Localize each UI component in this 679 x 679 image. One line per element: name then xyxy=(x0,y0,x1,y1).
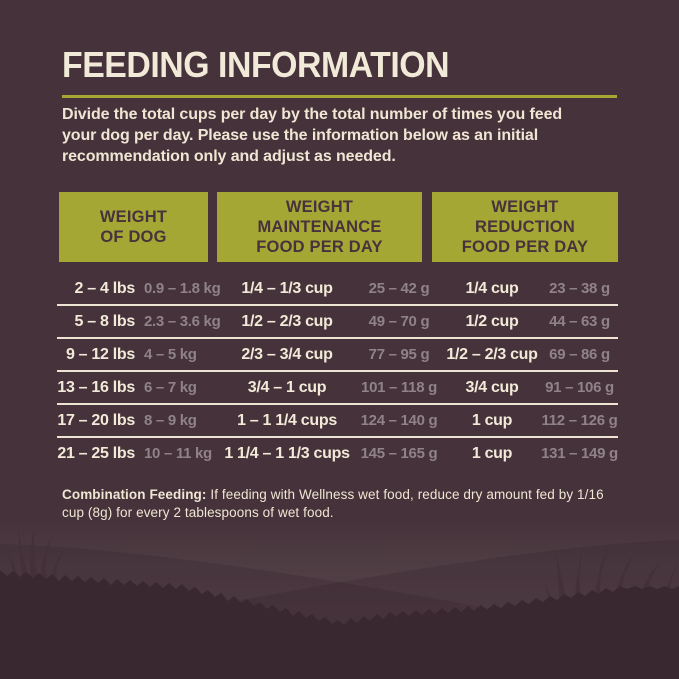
cell-weight-kg: 10 – 11 kg xyxy=(144,445,212,462)
cell-reduction-grams: 69 – 86 g xyxy=(549,346,610,363)
header-weight-maintenance xyxy=(217,192,422,262)
cell-reduction-grams: 23 – 38 g xyxy=(549,280,610,297)
cell-reduction-cups: 1 cup xyxy=(471,411,513,429)
intro-text xyxy=(62,104,562,167)
note-text: If feeding with Wellness wet food, reduce dry amount fed by 1/16 cup (8g) for every 2 tablespoons of wet food. xyxy=(62,487,604,520)
header-line: MAINTENANCE xyxy=(257,218,382,236)
cell-maintenance-cups: 1/4 – 1/3 cup xyxy=(241,279,333,297)
header-line: REDUCTION xyxy=(475,218,575,236)
cell-reduction-grams: 44 – 63 g xyxy=(549,313,610,330)
note-label: Combination Feeding: xyxy=(62,487,207,502)
table-row xyxy=(57,438,618,469)
table-row xyxy=(57,372,618,403)
cell-reduction-grams: 131 – 149 g xyxy=(541,445,618,462)
cell-maintenance-grams: 101 – 118 g xyxy=(361,379,437,396)
combination-feeding-note xyxy=(62,486,622,522)
intro-line: your dog per day. Please use the information below as an initial xyxy=(62,127,539,144)
header-line: FOOD PER DAY xyxy=(461,238,589,256)
footer-landscape xyxy=(0,520,679,679)
cell-weight-kg: 6 – 7 kg xyxy=(144,379,197,396)
cell-maintenance-cups: 3/4 – 1 cup xyxy=(247,378,327,396)
cell-weight-kg: 0.9 – 1.8 kg xyxy=(144,280,221,297)
cell-weight-kg: 4 – 5 kg xyxy=(144,346,197,363)
cell-maintenance-cups: 1 1/4 – 1 1/3 cups xyxy=(224,444,350,462)
cell-maintenance-cups: 2/3 – 3/4 cup xyxy=(241,345,333,363)
cell-maintenance-grams: 77 – 95 g xyxy=(368,346,430,363)
cell-weight-kg: 2.3 – 3.6 kg xyxy=(144,313,221,330)
intro-line: recommendation only and adjust as needed. xyxy=(62,148,396,165)
table-row xyxy=(57,339,618,370)
cell-weight-lbs: 17 – 20 lbs xyxy=(57,411,135,429)
cell-reduction-cups: 3/4 cup xyxy=(465,378,519,396)
cell-weight-lbs: 13 – 16 lbs xyxy=(57,378,135,396)
cell-reduction-cups: 1/2 – 2/3 cup xyxy=(446,345,538,363)
header-weight-of-dog xyxy=(59,192,208,262)
cell-maintenance-grams: 49 – 70 g xyxy=(368,313,430,330)
table-row xyxy=(57,273,618,304)
cell-maintenance-grams: 25 – 42 g xyxy=(368,280,430,297)
page-title: FEEDING INFORMATION xyxy=(62,44,450,85)
table-row xyxy=(57,306,618,337)
header-line: OF DOG xyxy=(100,228,167,246)
cell-reduction-cups: 1/2 cup xyxy=(465,312,519,330)
header-weight-reduction xyxy=(432,192,618,262)
cell-reduction-grams: 91 – 106 g xyxy=(545,379,614,396)
cell-weight-lbs: 5 – 8 lbs xyxy=(74,312,135,330)
cell-maintenance-grams: 124 – 140 g xyxy=(360,412,438,429)
cell-maintenance-grams: 145 – 165 g xyxy=(360,445,438,462)
header-line: FOOD PER DAY xyxy=(256,238,383,256)
header-line: WEIGHT xyxy=(491,198,559,216)
title-divider xyxy=(62,95,617,98)
cell-maintenance-cups: 1/2 – 2/3 cup xyxy=(241,312,333,330)
cell-reduction-cups: 1/4 cup xyxy=(465,279,519,297)
cell-reduction-cups: 1 cup xyxy=(471,444,513,462)
feeding-table xyxy=(57,273,618,469)
table-header-row xyxy=(57,192,618,262)
cell-weight-kg: 8 – 9 kg xyxy=(144,412,197,429)
header-line: WEIGHT xyxy=(285,198,354,216)
cell-weight-lbs: 9 – 12 lbs xyxy=(65,345,135,363)
header-line: WEIGHT xyxy=(99,208,168,226)
cell-weight-lbs: 2 – 4 lbs xyxy=(74,279,135,297)
table-row xyxy=(57,405,618,436)
cell-reduction-grams: 112 – 126 g xyxy=(541,412,618,429)
cell-weight-lbs: 21 – 25 lbs xyxy=(57,444,135,462)
intro-line: Divide the total cups per day by the total number of times you feed xyxy=(62,106,563,123)
cell-maintenance-cups: 1 – 1 1/4 cups xyxy=(237,411,337,429)
